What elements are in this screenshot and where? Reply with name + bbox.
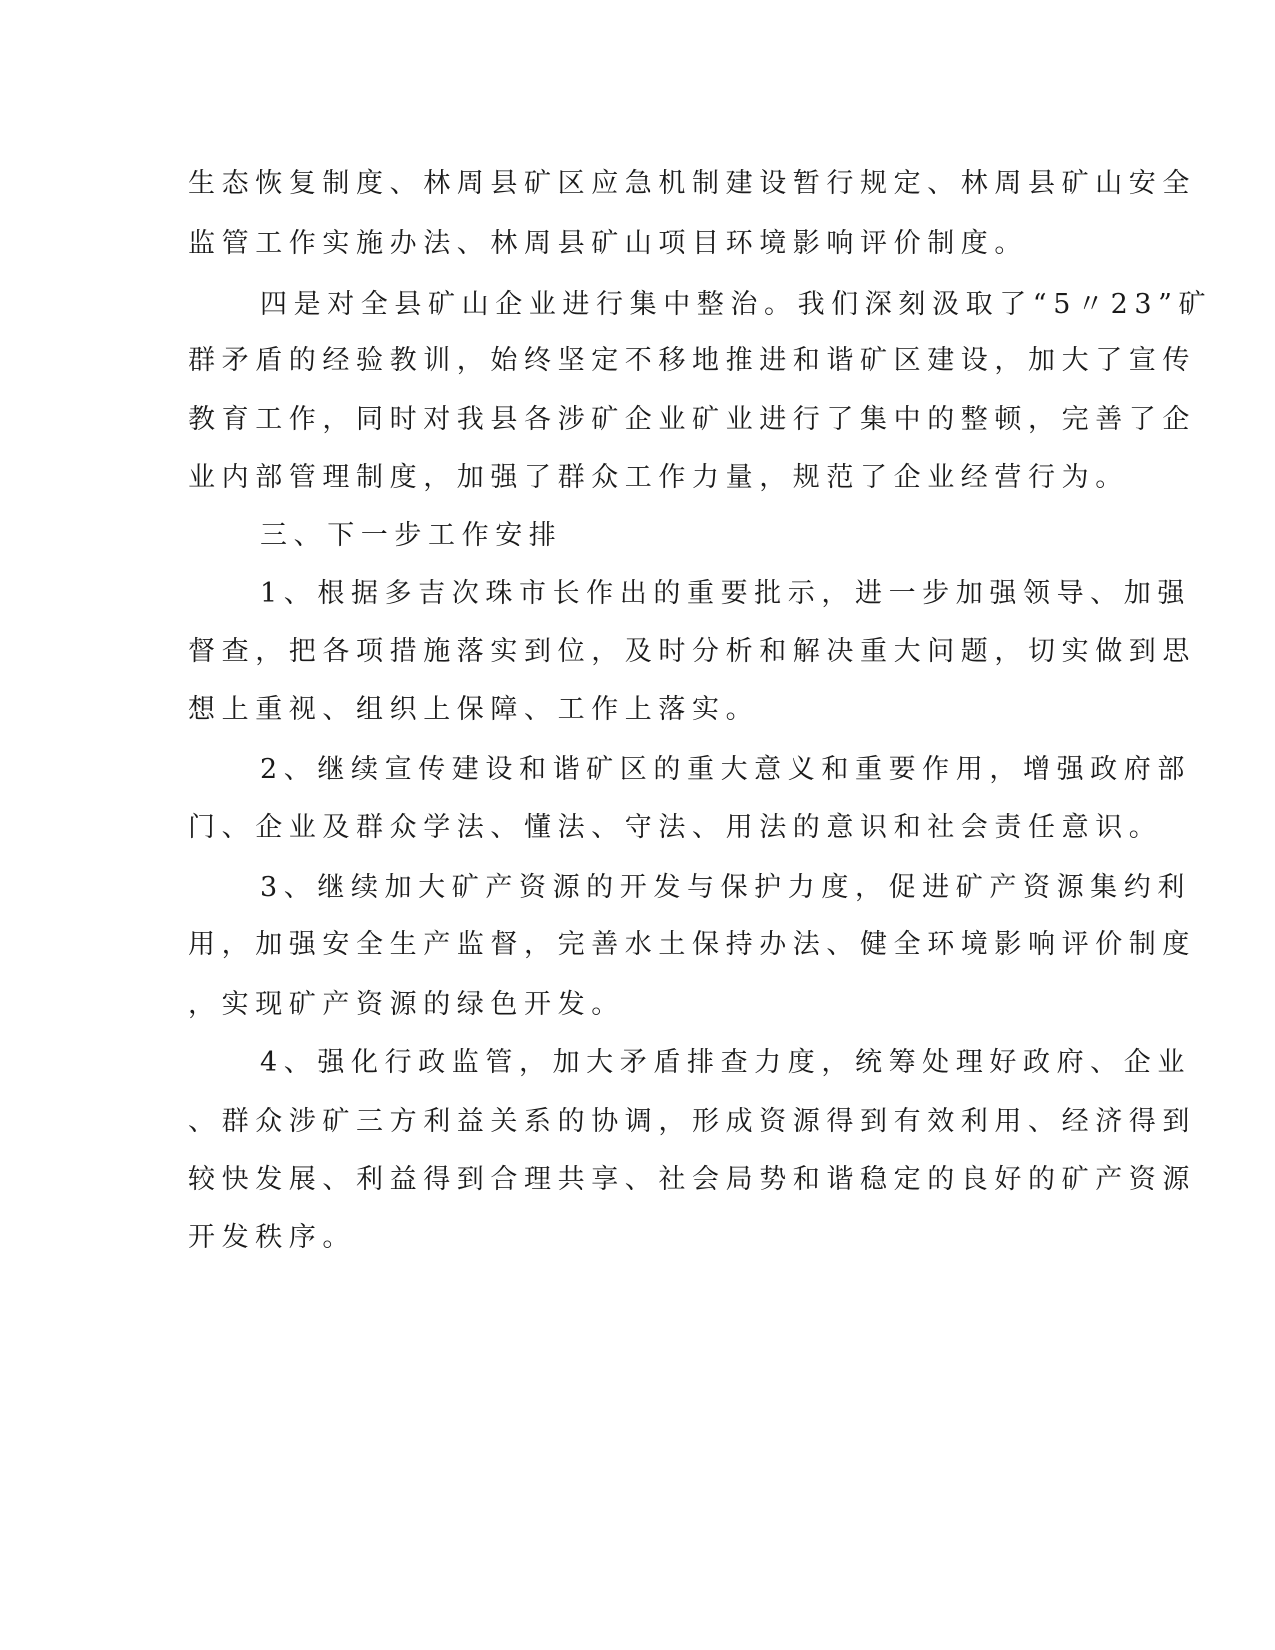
section-heading: 三、下一步工作安排 xyxy=(260,520,563,551)
paragraph-line: 用，加强安全生产监督，完善水土保持办法、健全环境影响评价制度 xyxy=(188,929,1196,960)
paragraph-line: 2、继续宣传建设和谐矿区的重大意义和重要作用，增强政府部 xyxy=(260,754,1191,785)
paragraph-line: 教育工作，同时对我县各涉矿企业矿业进行了集中的整顿，完善了企 xyxy=(188,404,1196,435)
paragraph-line: 门、企业及群众学法、懂法、守法、用法的意识和社会责任意识。 xyxy=(188,812,1163,843)
paragraph-line: 4、强化行政监管，加大矛盾排查力度，统筹处理好政府、企业 xyxy=(260,1047,1191,1078)
paragraph-line: 生态恢复制度、林周县矿区应急机制建设暂行规定、林周县矿山安全 xyxy=(188,168,1196,199)
paragraph-line: 群矛盾的经验教训，始终坚定不移地推进和谐矿区建设，加大了宣传 xyxy=(188,345,1196,376)
paragraph-line: 四是对全县矿山企业进行集中整治。我们深刻汲取了“5〃23”矿 xyxy=(260,289,1213,320)
paragraph-line: 1、根据多吉次珠市长作出的重要批示，进一步加强领导、加强 xyxy=(260,578,1191,609)
paragraph-line: 督查，把各项措施落实到位，及时分析和解决重大问题，切实做到思 xyxy=(188,636,1196,667)
paragraph-line: 想上重视、组织上保障、工作上落实。 xyxy=(188,694,760,725)
paragraph-line: 监管工作实施办法、林周县矿山项目环境影响评价制度。 xyxy=(188,228,1028,259)
paragraph-line: 3、继续加大矿产资源的开发与保护力度，促进矿产资源集约利 xyxy=(260,872,1191,903)
paragraph-line: 较快发展、利益得到合理共享、社会局势和谐稳定的良好的矿产资源 xyxy=(188,1164,1196,1195)
paragraph-line: 、群众涉矿三方利益关系的协调，形成资源得到有效利用、经济得到 xyxy=(188,1106,1196,1137)
paragraph-line: 业内部管理制度，加强了群众工作力量，规范了企业经营行为。 xyxy=(188,462,1129,493)
paragraph-line: 开发秩序。 xyxy=(188,1222,356,1253)
paragraph-line: ，实现矿产资源的绿色开发。 xyxy=(188,989,625,1020)
